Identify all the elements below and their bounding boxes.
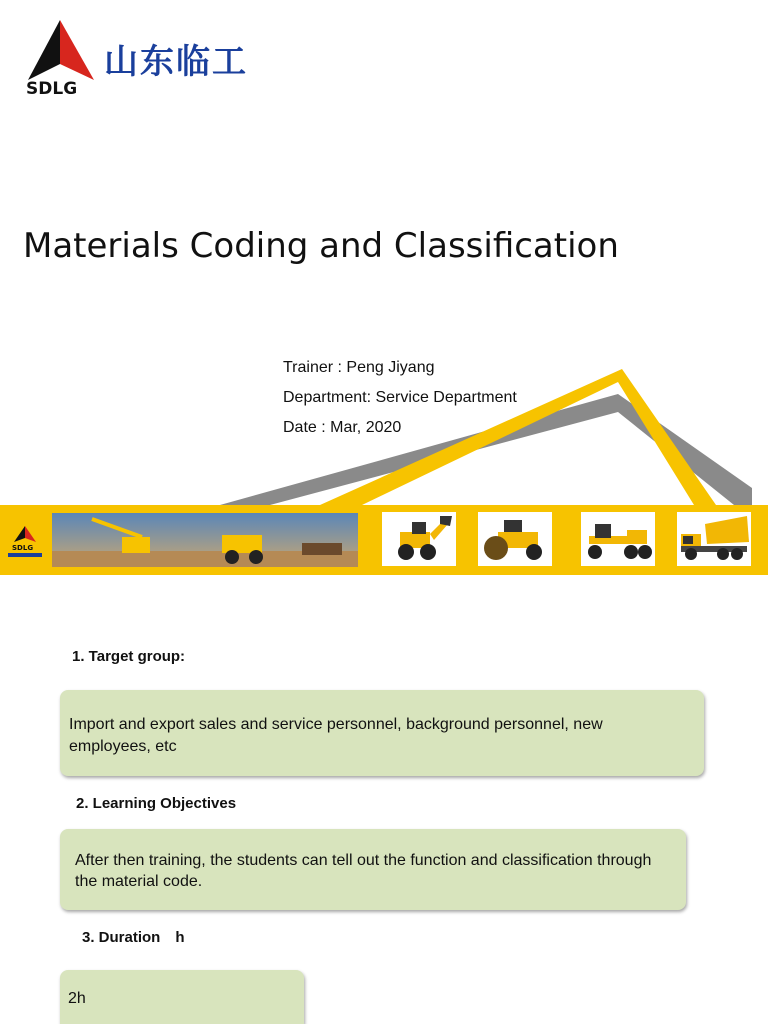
dump-truck-icon bbox=[677, 512, 751, 566]
banner-logo bbox=[4, 520, 46, 560]
target-group-heading: 1. Target group: bbox=[72, 648, 186, 665]
logo-text: SDLG bbox=[26, 79, 78, 96]
duration-box bbox=[60, 970, 304, 1024]
learning-objectives-box bbox=[60, 829, 686, 910]
logo-chinese-text: 山东临工 bbox=[104, 42, 248, 82]
wheel-loader-icon bbox=[382, 512, 456, 566]
road-roller-icon bbox=[478, 512, 552, 566]
motor-grader-icon bbox=[581, 512, 655, 566]
date-info: Date : Mar, 2020 bbox=[283, 419, 402, 436]
learning-objectives-heading: 2. Learning Objectives bbox=[76, 795, 256, 812]
target-group-text: Import and export sales and service personnel, background personnel, new employees, etc bbox=[69, 716, 603, 755]
page-title: Materials Coding and Classification bbox=[23, 226, 619, 266]
trainer-info: Trainer : Peng Jiyang bbox=[283, 359, 435, 376]
banner-logo-text: SDLG bbox=[12, 544, 34, 552]
duration-text: 2h bbox=[68, 990, 86, 1007]
duration-heading: 3. Duration h bbox=[82, 929, 215, 946]
construction-site-photo bbox=[52, 513, 358, 567]
department-info: Department: Service Department bbox=[283, 389, 517, 406]
learning-objectives-text: After then training, the students can tell out the function and classification through the material code. bbox=[75, 852, 652, 890]
target-group-box bbox=[60, 690, 704, 776]
